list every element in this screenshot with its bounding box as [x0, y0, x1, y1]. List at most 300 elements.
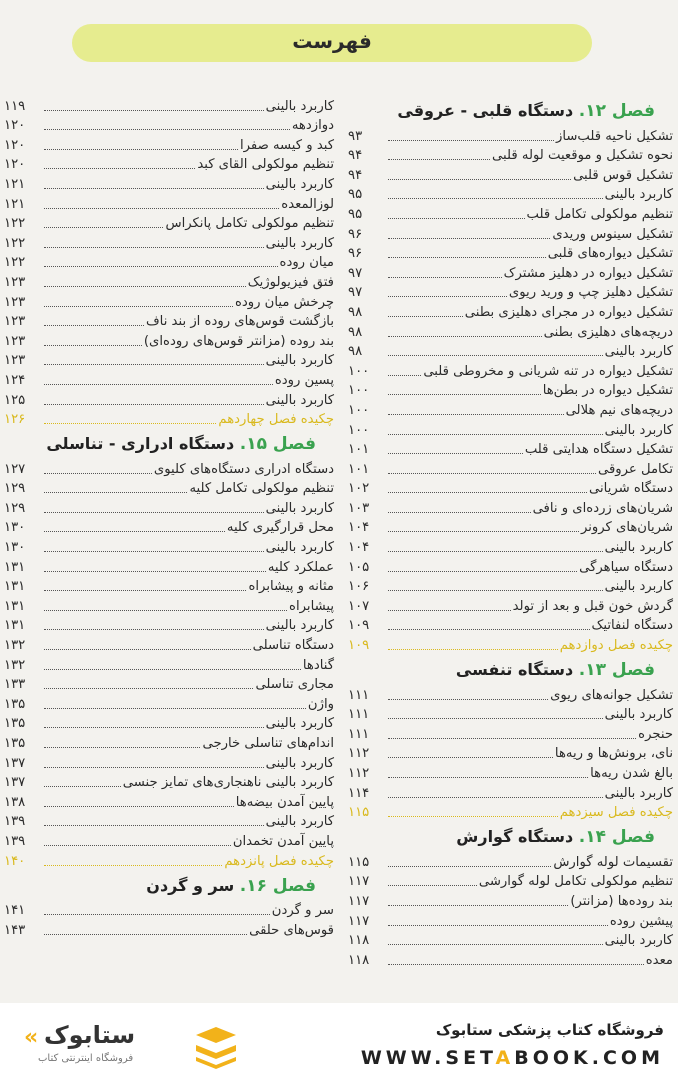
- chapter-heading: [348, 655, 673, 685]
- toc-entry-title: تشکیل ناحیه قلب‌ساز: [555, 128, 673, 144]
- toc-entry-title: تنظیم مولکولی تکامل پانکراس: [165, 216, 334, 232]
- dot-leader: [44, 806, 234, 807]
- toc-page-number: ۱۱۲: [348, 766, 370, 781]
- toc-entry-title: دستگاه ادراری دستگاه‌های کلیوی: [153, 461, 334, 477]
- dot-leader: [44, 286, 246, 287]
- toc-entry-title: نای، برونش‌ها و ریه‌ها: [554, 746, 673, 762]
- toc-entry-title: کبد و کیسه صفرا: [239, 137, 334, 153]
- dot-leader: [44, 590, 246, 591]
- toc-entry-row[interactable]: [348, 126, 673, 146]
- chapter-summary-row[interactable]: [348, 803, 673, 823]
- toc-page-number: ۱۳۱: [4, 618, 26, 634]
- dot-leader: [388, 866, 551, 867]
- toc-entry-title: کاربرد بالینی: [265, 755, 334, 771]
- toc-entry-row[interactable]: [4, 557, 334, 577]
- toc-page-number: ۱۰۰: [348, 363, 370, 379]
- chapter-heading: [348, 96, 673, 126]
- dot-leader: [44, 825, 264, 826]
- toc-entry-row[interactable]: [4, 498, 334, 518]
- chapter-summary-row[interactable]: [4, 851, 334, 871]
- toc-entry-row[interactable]: [348, 724, 673, 744]
- page-title: فهرست: [292, 29, 372, 53]
- chapter-title: دستگاه تنفسی: [455, 660, 574, 680]
- toc-entry-row[interactable]: [4, 155, 334, 175]
- toc-entry-row[interactable]: [4, 831, 334, 851]
- toc-entry-row[interactable]: [348, 783, 673, 803]
- dot-leader: [388, 257, 546, 258]
- toc-entry-row[interactable]: [348, 744, 673, 764]
- toc-page-number: ۱۲۱: [4, 196, 26, 212]
- toc-entry-title: چکیده فصل پانزدهم: [224, 853, 334, 869]
- toc-entry-row[interactable]: [4, 233, 334, 253]
- toc-entry-row[interactable]: [4, 253, 334, 273]
- toc-entry-title: عملکرد کلیه: [267, 559, 334, 575]
- dot-leader: [44, 384, 273, 385]
- dot-leader: [388, 590, 603, 591]
- toc-entry-title: بالغ شدن ریه‌ها: [590, 766, 673, 781]
- toc-entry-title: کاربرد بالینی: [604, 344, 673, 360]
- toc-page-number: ۱۲۰: [4, 118, 26, 134]
- toc-page-number: ۹۴: [348, 148, 363, 164]
- toc-page-number: ۱۱۱: [348, 687, 370, 703]
- toc-page-number: ۱۳۹: [4, 814, 26, 830]
- toc-page-number: ۱۰۱: [348, 461, 370, 477]
- toc-entry-row[interactable]: [348, 891, 673, 911]
- toc-entry-row[interactable]: [4, 272, 334, 292]
- toc-page-number: ۱۳۰: [4, 520, 26, 536]
- toc-entry-row[interactable]: [348, 852, 673, 872]
- dot-leader: [388, 394, 541, 395]
- toc-entry-row[interactable]: [348, 705, 673, 725]
- dot-leader: [44, 629, 264, 630]
- dot-leader: [388, 453, 523, 454]
- toc-entry-row[interactable]: [348, 931, 673, 951]
- toc-page-number: ۱۱۲: [348, 746, 370, 762]
- toc-entry-row[interactable]: [348, 381, 673, 401]
- toc-entry-row[interactable]: [348, 763, 673, 783]
- toc-page-number: ۱۴۰: [4, 853, 26, 869]
- toc-entry-row[interactable]: [4, 370, 334, 390]
- toc-page-number: ۱۳۵: [4, 696, 26, 712]
- chapter-heading-wrap: [456, 660, 655, 680]
- toc-entry-row[interactable]: [348, 361, 673, 381]
- toc-entry-title: تشکیل قوس قلبی: [573, 167, 673, 183]
- toc-entry-title: چکیده فصل سیزدهم: [559, 805, 673, 821]
- toc-entry-row[interactable]: [348, 498, 673, 518]
- dot-leader: [388, 218, 525, 219]
- toc-page-number: ۱۲۴: [4, 372, 26, 388]
- toc-page-number: ۱۳۲: [4, 638, 26, 654]
- toc-entry-title: کاربرد بالینی: [265, 540, 334, 556]
- toc-entry-row[interactable]: [4, 901, 334, 921]
- toc-entry-title: دستگاه تناسلی: [252, 638, 334, 654]
- chapter-heading-wrap: [397, 101, 655, 121]
- toc-page-number: ۱۱۷: [348, 913, 370, 929]
- toc-entry-row[interactable]: [4, 312, 334, 332]
- toc-entry-title: کاربرد بالینی: [265, 235, 334, 251]
- toc-entry-row[interactable]: [348, 400, 673, 420]
- toc-page-number: ۱۳۰: [4, 540, 26, 556]
- dot-leader: [388, 179, 571, 180]
- dot-leader: [388, 816, 558, 817]
- toc-entry-title: کاربرد بالینی: [265, 500, 334, 516]
- dot-leader: [388, 492, 587, 493]
- toc-page-number: ۱۳۵: [4, 736, 26, 751]
- dot-leader: [388, 699, 548, 700]
- toc-entry-row[interactable]: [4, 116, 334, 136]
- toc-page-number: ۱۰۰: [348, 422, 370, 438]
- toc-entry-title: چکیده فصل چهاردهم: [218, 412, 334, 428]
- toc-entry-title: شریان‌های کرونر: [580, 520, 673, 536]
- toc-page-number: ۱۳۱: [4, 579, 26, 595]
- toc-entry-title: لوزالمعده: [281, 196, 334, 212]
- dot-leader: [44, 747, 200, 748]
- dot-leader: [388, 198, 603, 199]
- dot-leader: [44, 708, 306, 709]
- toc-page-number: ۱۰۴: [348, 540, 370, 556]
- toc-page-number: ۱۲۵: [4, 392, 26, 408]
- toc-entry-title: بند روده (مزانتر قوس‌های روده‌ای): [143, 333, 334, 349]
- toc-page-number: ۱۳۷: [4, 775, 26, 791]
- dot-leader: [388, 238, 550, 239]
- toc-entry-row[interactable]: [4, 655, 334, 675]
- toc-entry-title: دریچه‌های دهلیزی بطنی: [543, 324, 673, 340]
- toc-entry-title: شریان‌های زرده‌ای و نافی: [532, 500, 673, 516]
- toc-entry-title: کاربرد بالینی ناهنجاری‌های تمایز جنسی: [122, 775, 334, 791]
- toc-entry-title: کاربرد بالینی: [265, 716, 334, 732]
- toc-entry-row[interactable]: [4, 577, 334, 597]
- toc-entry-title: تنظیم مولکولی القای کبد: [197, 157, 334, 173]
- toc-entry-row[interactable]: [4, 174, 334, 194]
- chapter-heading-wrap: [46, 434, 316, 454]
- toc-entry-title: دستگاه لنفاتیک: [591, 618, 673, 634]
- toc-entry-title: کاربرد بالینی: [604, 933, 673, 949]
- toc-page-number: ۹۷: [348, 285, 363, 301]
- toc-page-number: ۱۰۴: [348, 520, 370, 536]
- toc-entry-row[interactable]: [348, 537, 673, 557]
- toc-page-number: ۱۳۳: [4, 677, 26, 693]
- logo-book-icon: [192, 1025, 240, 1069]
- toc-entry-row[interactable]: [348, 479, 673, 499]
- toc-page-number: ۱۲۳: [4, 274, 26, 290]
- chapter-summary-row[interactable]: [348, 635, 673, 655]
- dot-leader: [388, 964, 644, 965]
- toc-page-number: ۱۲۱: [4, 176, 26, 192]
- toc-entry-row[interactable]: [348, 283, 673, 303]
- toc-entry-row[interactable]: [4, 773, 334, 793]
- dot-leader: [44, 767, 264, 768]
- chapter-title: سر و گردن: [146, 875, 235, 895]
- toc-entry-row[interactable]: [4, 733, 334, 753]
- toc-entry-title: دریچه‌های نیم هلالی: [565, 402, 673, 418]
- toc-entry-title: کاربرد بالینی: [604, 422, 673, 438]
- toc-entry-row[interactable]: [348, 420, 673, 440]
- chapter-title: دستگاه ادراری - تناسلی: [46, 434, 235, 454]
- toc-entry-title: کاربرد بالینی: [604, 785, 673, 801]
- store-name: فروشگاه کتاب پزشکی ستابوک: [435, 1021, 664, 1039]
- toc-entry-row[interactable]: [348, 244, 673, 264]
- toc-entry-row[interactable]: [348, 224, 673, 244]
- dot-leader: [44, 325, 144, 326]
- dot-leader: [388, 316, 463, 317]
- toc-page-number: ۱۴۱: [4, 903, 26, 919]
- toc-entry-row[interactable]: [4, 292, 334, 312]
- toc-entry-row[interactable]: [4, 596, 334, 616]
- toc-entry-title: دستگاه سیاهرگی: [579, 559, 673, 575]
- toc-entry-title: کاربرد بالینی: [265, 98, 334, 114]
- dot-leader: [44, 473, 152, 474]
- dot-leader: [388, 414, 564, 415]
- toc-entry-row[interactable]: [4, 194, 334, 214]
- dot-leader: [44, 865, 222, 866]
- dot-leader: [44, 845, 231, 846]
- dot-leader: [388, 296, 507, 297]
- toc-entry-title: کاربرد بالینی: [265, 618, 334, 634]
- toc-page-number: ۹۶: [348, 246, 363, 262]
- dot-leader: [44, 247, 264, 248]
- toc-entry-row[interactable]: [348, 440, 673, 460]
- toc-entry-row[interactable]: [4, 135, 334, 155]
- dot-leader: [44, 129, 290, 130]
- toc-entry-title: تشکیل دیواره در بطن‌ها: [542, 383, 673, 399]
- store-logo[interactable]: [24, 1021, 244, 1073]
- toc-entry-row[interactable]: [4, 459, 334, 479]
- toc-page-number: ۱۲۲: [4, 255, 26, 271]
- toc-page-number: ۱۲۳: [4, 333, 26, 349]
- toc-page-number: ۱۰۲: [348, 481, 370, 497]
- toc-page-number: ۹۷: [348, 265, 363, 281]
- toc-entry-row[interactable]: [4, 812, 334, 832]
- toc-entry-title: مجاری تناسلی: [255, 677, 334, 693]
- toc-entry-row[interactable]: [348, 518, 673, 538]
- toc-entry-title: پسین روده: [274, 372, 334, 388]
- toc-entry-row[interactable]: [4, 694, 334, 714]
- toc-page-number: ۱۲۲: [4, 216, 26, 232]
- toc-entry-row[interactable]: [348, 616, 673, 636]
- toc-entry-row[interactable]: [4, 518, 334, 538]
- dot-leader: [388, 649, 558, 650]
- dot-leader: [44, 934, 247, 935]
- toc-entry-row[interactable]: [348, 146, 673, 166]
- dot-leader: [44, 149, 238, 150]
- toc-entry-row[interactable]: [348, 302, 673, 322]
- logo-subtitle: فروشگاه اینترنتی کتاب: [38, 1053, 134, 1064]
- dot-leader: [44, 492, 187, 493]
- toc-entry-row[interactable]: [348, 596, 673, 616]
- logo-wordmark: ستابوک: [44, 1021, 136, 1049]
- toc-entry-title: تشکیل دیواره در تنه شریانی و مخروطی قلبی: [423, 363, 673, 379]
- toc-page-number: ۱۳۱: [4, 559, 26, 575]
- toc-page-number: ۹۴: [348, 167, 363, 183]
- toc-page-number: ۱۲۲: [4, 235, 26, 251]
- toc-entry-row[interactable]: [348, 342, 673, 362]
- toc-entry-row[interactable]: [4, 753, 334, 773]
- url-suffix: BOOK.COM: [514, 1047, 664, 1069]
- toc-page-number: ۱۱۷: [348, 874, 370, 890]
- toc-page-number: ۱۳۲: [4, 657, 26, 673]
- store-url-link[interactable]: [361, 1047, 664, 1069]
- toc-entry-title: میان روده: [279, 255, 334, 271]
- toc-page-number: ۱۱۸: [348, 952, 370, 968]
- toc-page-number: ۱۰۰: [348, 383, 370, 399]
- toc-page-number: ۱۱۱: [348, 707, 370, 723]
- toc-entry-row[interactable]: [348, 322, 673, 342]
- toc-page-number: ۱۳۷: [4, 755, 26, 771]
- toc-page-number: ۱۰۳: [348, 500, 370, 516]
- toc-page-number: ۱۰۷: [348, 598, 370, 614]
- dot-leader: [44, 345, 142, 346]
- toc-entry-title: پیشابراه: [289, 598, 334, 614]
- chapter-number: فصل ۱۳.: [578, 660, 655, 681]
- toc-entry-row[interactable]: [4, 714, 334, 734]
- dot-leader: [44, 727, 264, 728]
- dot-leader: [388, 718, 603, 719]
- dot-leader: [44, 649, 251, 650]
- toc-entry-title: اندام‌های تناسلی خارجی: [202, 736, 334, 751]
- toc-entry-title: واژن: [307, 696, 334, 712]
- toc-entry-title: محل قرارگیری کلیه: [226, 520, 334, 536]
- chapter-heading-wrap: [146, 876, 316, 896]
- toc-entry-title: کاربرد بالینی: [265, 392, 334, 408]
- dot-leader: [44, 423, 216, 424]
- toc-entry-title: بند روده‌ها (مزانتر): [570, 893, 673, 909]
- toc-entry-title: تشکیل دهلیز چپ و ورید ریوی: [508, 285, 673, 301]
- toc-entry-row[interactable]: [4, 390, 334, 410]
- toc-entry-row[interactable]: [4, 214, 334, 234]
- dot-leader: [388, 797, 603, 798]
- dot-leader: [388, 355, 603, 356]
- toc-page-number: ۹۸: [348, 324, 363, 340]
- chapter-heading: [348, 822, 673, 852]
- toc-entry-row[interactable]: [348, 165, 673, 185]
- toc-entry-title: دستگاه شریانی: [589, 481, 673, 497]
- dot-leader: [44, 266, 278, 267]
- chapter-number: فصل ۱۲.: [578, 101, 655, 121]
- toc-page-number: ۱۲۹: [4, 500, 26, 516]
- toc-page-number: ۱۳۸: [4, 794, 26, 810]
- chapter-number: فصل ۱۵.: [239, 434, 316, 455]
- toc-entry-title: کاربرد بالینی: [604, 187, 673, 203]
- toc-entry-title: تشکیل جوانه‌های ریوی: [550, 687, 673, 703]
- dot-leader: [388, 512, 531, 513]
- toc-entry-title: کاربرد بالینی: [604, 707, 673, 723]
- dot-leader: [388, 777, 588, 778]
- toc-entry-title: تشکیل سینوس وریدی: [552, 226, 673, 242]
- dot-leader: [388, 336, 542, 337]
- toc-entry-row[interactable]: [4, 616, 334, 636]
- toc-entry-row[interactable]: [4, 792, 334, 812]
- dot-leader: [388, 473, 596, 474]
- toc-page-number: ۱۰۶: [348, 579, 370, 595]
- chapter-number: فصل ۱۶.: [239, 875, 316, 896]
- toc-page-number: ۱۲۳: [4, 314, 26, 330]
- dot-leader: [388, 738, 636, 739]
- chapter-title: دستگاه قلبی - عروقی: [397, 101, 574, 120]
- chapter-heading-wrap: [456, 827, 655, 847]
- toc-entry-row[interactable]: [4, 920, 334, 940]
- dot-leader: [388, 277, 502, 278]
- dot-leader: [44, 551, 264, 552]
- toc-entry-row[interactable]: [4, 479, 334, 499]
- toc-page-number: ۱۲۳: [4, 353, 26, 369]
- toc-page-number: ۱۰۵: [348, 559, 370, 575]
- store-footer: [0, 1003, 678, 1079]
- toc-page-number: ۱۲۳: [4, 294, 26, 310]
- toc-page-number: ۱۰۹: [348, 638, 370, 654]
- toc-entry-title: تکامل عروقی: [597, 461, 673, 477]
- toc-entry-title: تنظیم مولکولی تکامل قلب: [526, 206, 673, 222]
- toc-entry-title: تقسیمات لوله گوارش: [553, 854, 673, 870]
- dot-leader: [44, 110, 264, 111]
- toc-entry-row[interactable]: [348, 185, 673, 205]
- chapter-heading: [4, 429, 334, 459]
- toc-entry-title: حنجره: [638, 726, 673, 742]
- dot-leader: [44, 188, 264, 189]
- toc-page-number: ۱۲۶: [4, 412, 26, 428]
- dot-leader: [388, 885, 477, 886]
- toc-entry-row[interactable]: [4, 331, 334, 351]
- toc-entry-row[interactable]: [348, 950, 673, 970]
- toc-entry-title: معده: [645, 952, 673, 968]
- toc-entry-row[interactable]: [348, 263, 673, 283]
- toc-page-number: ۱۳۹: [4, 833, 26, 849]
- toc-entry-row[interactable]: [348, 685, 673, 705]
- dot-leader: [44, 227, 163, 228]
- toc-entry-title: گردش خون قبل و بعد از تولد: [512, 598, 673, 614]
- dot-leader: [44, 571, 266, 572]
- toc-entry-row[interactable]: [348, 557, 673, 577]
- toc-entry-row[interactable]: [4, 675, 334, 695]
- url-prefix: WWW.SET: [360, 1047, 496, 1069]
- dot-leader: [388, 905, 568, 906]
- chapter-number: فصل ۱۴.: [578, 827, 655, 848]
- toc-page-number: ۱۰۰: [348, 402, 370, 418]
- chapter-summary-row[interactable]: [4, 410, 334, 430]
- toc-entry-title: کاربرد بالینی: [604, 579, 673, 595]
- dot-leader: [44, 306, 233, 307]
- dot-leader: [44, 531, 225, 532]
- toc-entry-title: نحوه تشکیل و موقعیت لوله قلبی: [492, 148, 673, 164]
- toc-entry-title: قوس‌های حلقی: [249, 922, 334, 938]
- toc-entry-row[interactable]: [348, 459, 673, 479]
- toc-page-number: ۹۵: [348, 187, 363, 203]
- toc-page-number: ۱۲۰: [4, 137, 26, 153]
- dot-leader: [44, 610, 287, 611]
- toc-entry-title: فتق فیزیولوژیک: [247, 274, 334, 290]
- toc-entry-row[interactable]: [348, 872, 673, 892]
- toc-entry-title: مثانه و پیشابراه: [248, 579, 334, 595]
- toc-entry-title: بازگشت قوس‌های روده از بند ناف: [146, 314, 334, 330]
- dot-leader: [388, 571, 577, 572]
- toc-page-number: ۱۱۵: [348, 854, 370, 870]
- toc-page-number: ۱۱۹: [4, 98, 26, 114]
- dot-leader: [44, 688, 253, 689]
- toc-entry-row[interactable]: [4, 351, 334, 371]
- toc-entry-row[interactable]: [4, 537, 334, 557]
- toc-page-number: ۹۸: [348, 304, 363, 320]
- dot-leader: [388, 944, 603, 945]
- toc-entry-row[interactable]: [4, 96, 334, 116]
- toc-entry-row[interactable]: [4, 635, 334, 655]
- toc-page-number: ۹۵: [348, 206, 363, 222]
- dot-leader: [388, 757, 553, 758]
- toc-entry-row[interactable]: [348, 577, 673, 597]
- toc-entry-row[interactable]: [348, 204, 673, 224]
- toc-page-number: ۹۶: [348, 226, 363, 242]
- chapter-heading: [4, 871, 334, 901]
- toc-entry-row[interactable]: [348, 911, 673, 931]
- dot-leader: [388, 925, 608, 926]
